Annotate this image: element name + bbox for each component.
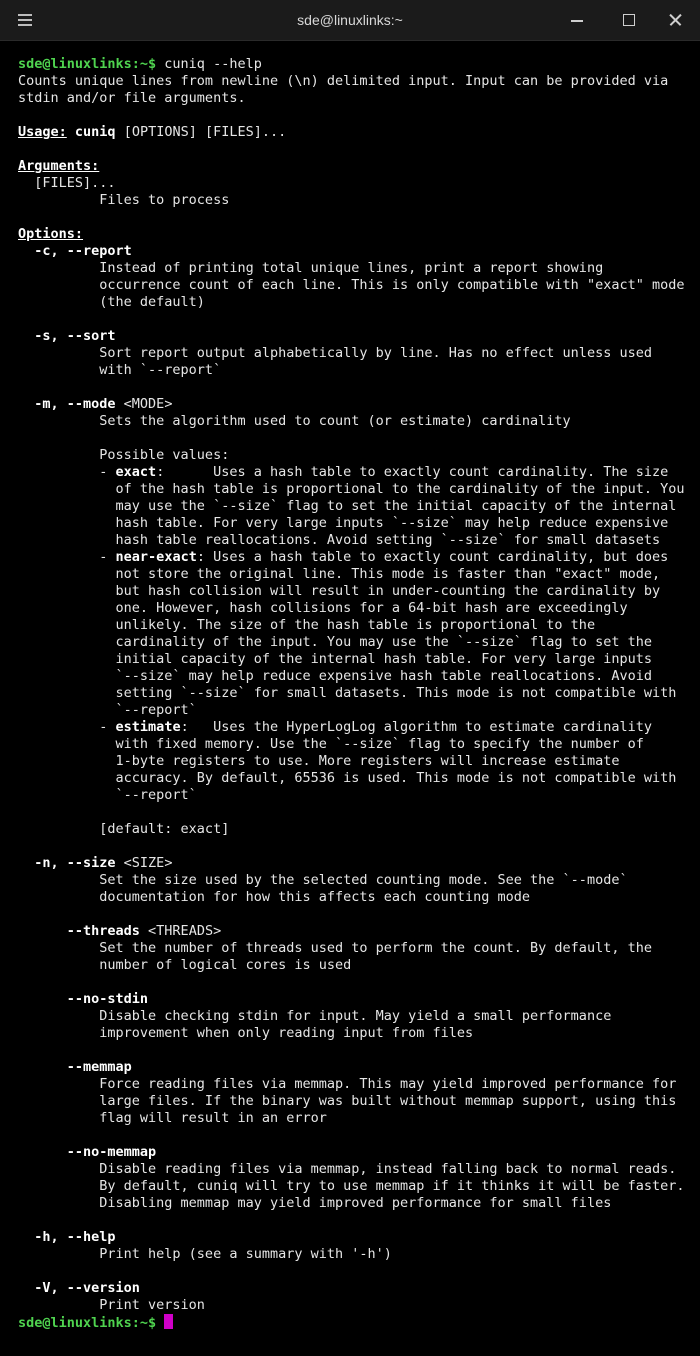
option-default: [default: exact] [18, 821, 230, 837]
window-title: sde@linuxlinks:~ [297, 12, 403, 28]
option-flag-line [18, 396, 694, 413]
command-line [18, 56, 694, 73]
option-arg: <MODE> [115, 396, 173, 412]
option-description: with fixed memory. Use the `--size` flag to specify the number of [18, 736, 644, 752]
possible-value: - near-exact: Uses a hash table to exactly count cardinality, but does [18, 549, 669, 565]
option-description: documentation for how this affects each counting mode [18, 889, 531, 905]
option-description: Possible values: [18, 447, 230, 463]
option-flag: -n, --size [18, 855, 116, 871]
option-description: Disable reading files via memmap, instead falling back to normal reads. [18, 1161, 677, 1177]
option-description: Sort report output alphabetically by line. Has no effect unless used [18, 345, 652, 361]
option-description: hash table reallocations. Avoid setting `--size` for small datasets [18, 532, 661, 548]
option-description: `--size` may help reduce expensive hash table reallocations. Avoid [18, 668, 652, 684]
option-flag: --no-stdin [18, 991, 149, 1007]
arguments-heading: Arguments: [18, 158, 100, 174]
option-flag: -c, --report [18, 243, 132, 259]
close-icon[interactable] [664, 8, 688, 32]
option-description: Set the number of threads used to perform the count. By default, the [18, 940, 652, 956]
option-description: improvement when only reading input from files [18, 1025, 474, 1041]
option-description: cardinality of the input. You may use the `--size` flag to set the [18, 634, 652, 650]
description-line: Counts unique lines from newline (\n) delimited input. Input can be provided via [18, 73, 669, 89]
shell-prompt: sde@linuxlinks:~$ [18, 56, 157, 72]
option-description: large files. If the binary was built without memmap support, using this [18, 1093, 677, 1109]
option-description: of the hash table is proportional to the cardinality of the input. You [18, 481, 685, 497]
option-flag: --memmap [18, 1059, 132, 1075]
value-name: estimate [115, 719, 181, 735]
value-name: near-exact [115, 549, 197, 565]
option-description: Force reading files via memmap. This may yield improved performance for [18, 1076, 677, 1092]
option-description: Instead of printing total unique lines, print a report showing [18, 260, 604, 276]
usage-args: [OPTIONS] [FILES]... [115, 124, 287, 140]
option-description: 1-byte registers to use. More registers will increase estimate [18, 753, 620, 769]
description-line: stdin and/or file arguments. [18, 90, 246, 106]
minimize-icon[interactable] [565, 8, 589, 32]
option-description: with `--report` [18, 362, 222, 378]
option-description: Disabling memmap may yield improved performance for small files [18, 1195, 612, 1211]
usage-label: Usage: [18, 124, 67, 140]
option-description: Sets the algorithm used to count (or estimate) cardinality [18, 413, 571, 429]
terminal-output[interactable] [18, 56, 694, 1331]
option-description: number of logical cores is used [18, 957, 352, 973]
maximize-icon[interactable] [617, 8, 641, 32]
option-description: (the default) [18, 294, 205, 310]
option-description: `--report` [18, 787, 197, 803]
option-arg: <THREADS> [139, 923, 222, 939]
shell-prompt: sde@linuxlinks:~$ [18, 1315, 157, 1331]
option-description: setting `--size` for small datasets. This mode is not compatible with [18, 685, 677, 701]
command-line[interactable] [18, 1314, 694, 1331]
option-arg: <SIZE> [115, 855, 173, 871]
option-flag: -h, --help [18, 1229, 116, 1245]
option-flag: -m, --mode [18, 396, 116, 412]
option-description: Print version [18, 1297, 205, 1313]
option-description: one. However, hash collisions for a 64-bit hash are exceedingly [18, 600, 628, 616]
option-flag-line [18, 855, 694, 872]
value-name: exact [115, 464, 157, 480]
argument-description: Files to process [18, 192, 230, 208]
option-description: occurrence count of each line. This is only compatible with "exact" mode [18, 277, 685, 293]
option-description: not store the original line. This mode is faster than "exact" mode, [18, 566, 661, 582]
possible-value: - estimate: Uses the HyperLogLog algorithm to estimate cardinality [18, 719, 652, 735]
possible-value: - exact: Uses a hash table to exactly count cardinality. The size [18, 464, 669, 480]
text-cursor [164, 1314, 173, 1329]
command-text: cuniq --help [156, 56, 262, 72]
argument-name: [FILES]... [18, 175, 116, 191]
option-description: flag will result in an error [18, 1110, 327, 1126]
options-heading: Options: [18, 226, 84, 242]
window-titlebar [0, 0, 700, 41]
option-description: hash table. For very large inputs `--size` may help reduce expensive [18, 515, 669, 531]
option-description: may use the `--size` flag to set the initial capacity of the internal [18, 498, 677, 514]
option-description: initial capacity of the internal hash table. For very large inputs [18, 651, 652, 667]
option-description: `--report` [18, 702, 197, 718]
option-description: By default, cuniq will try to use memmap if it thinks it will be faster. [18, 1178, 685, 1194]
option-flag: -s, --sort [18, 328, 116, 344]
option-flag: -V, --version [18, 1280, 140, 1296]
usage-command: cuniq [66, 124, 116, 140]
option-flag-line [18, 923, 694, 940]
option-flag: --no-memmap [18, 1144, 157, 1160]
option-description: Set the size used by the selected counting mode. See the `--mode` [18, 872, 628, 888]
option-flag: --threads [18, 923, 140, 939]
usage-line [18, 124, 694, 141]
option-description: but hash collision will result in under-counting the cardinality by [18, 583, 661, 599]
option-description: Disable checking stdin for input. May yield a small performance [18, 1008, 612, 1024]
option-description: Print help (see a summary with '-h') [18, 1246, 392, 1262]
option-description: unlikely. The size of the hash table is proportional to the [18, 617, 596, 633]
option-description: accuracy. By default, 65536 is used. This mode is not compatible with [18, 770, 677, 786]
